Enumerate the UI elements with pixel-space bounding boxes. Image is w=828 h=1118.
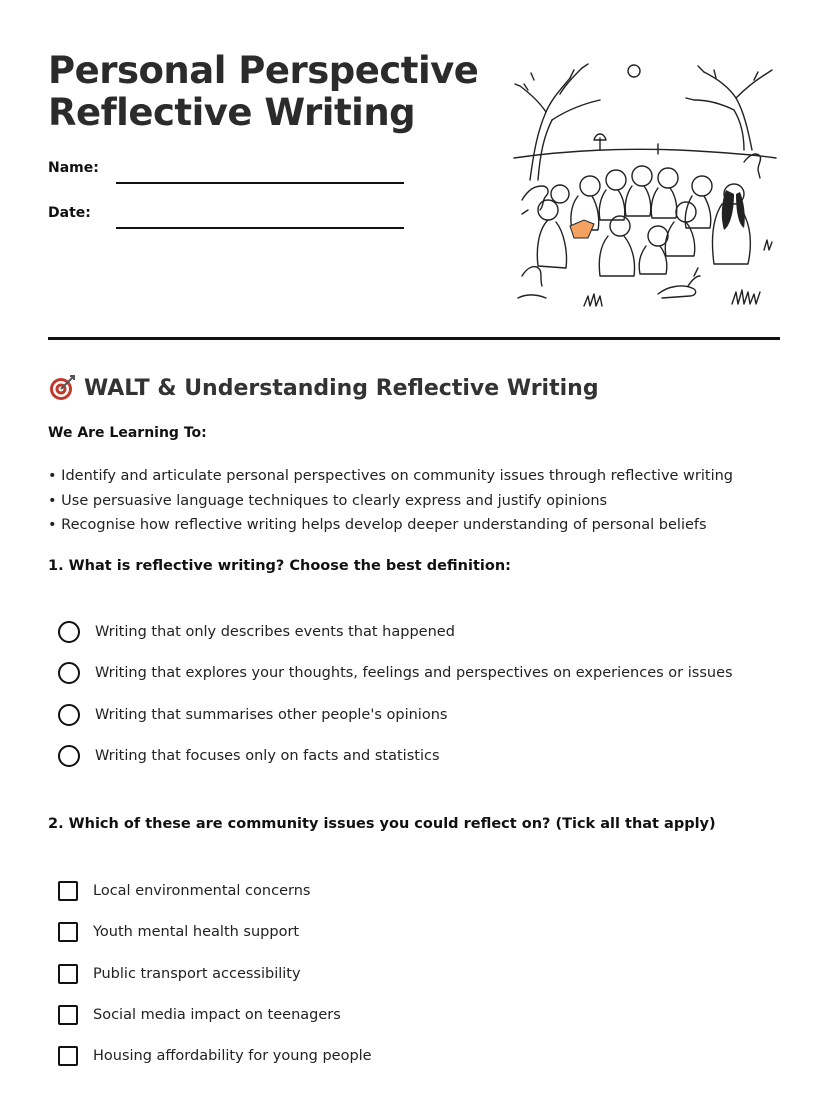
question-1-prompt: 1. What is reflective writing? Choose the best definition: bbox=[48, 558, 511, 574]
checkbox[interactable] bbox=[58, 881, 78, 901]
date-line[interactable] bbox=[116, 227, 404, 229]
question-2-prompt: 2. Which of these are community issues you could reflect on? (Tick all that apply) bbox=[48, 816, 716, 832]
question-2-option-2[interactable] bbox=[58, 920, 299, 944]
date-label: Date: bbox=[48, 205, 91, 221]
children-circle-illustration bbox=[508, 50, 780, 314]
name-field[interactable] bbox=[48, 160, 408, 190]
radio-button[interactable] bbox=[58, 621, 80, 643]
option-label: Writing that explores your thoughts, feelings and perspectives on experiences or issues bbox=[95, 665, 733, 681]
list-item: • Use persuasive language techniques to clearly express and justify opinions bbox=[48, 489, 733, 514]
checkbox[interactable] bbox=[58, 922, 78, 942]
checkbox[interactable] bbox=[58, 1005, 78, 1025]
list-item: • Recognise how reflective writing helps develop deeper understanding of personal beliefs bbox=[48, 513, 733, 538]
learning-objectives-list bbox=[48, 464, 733, 538]
option-label: Youth mental health support bbox=[93, 924, 300, 940]
walt-section-title bbox=[48, 374, 599, 402]
option-label: Local environmental concerns bbox=[93, 883, 311, 899]
question-1-option-3[interactable] bbox=[58, 703, 447, 727]
option-label: Writing that summarises other people's opinions bbox=[95, 707, 448, 723]
radio-button[interactable] bbox=[58, 745, 80, 767]
option-label: Public transport accessibility bbox=[93, 966, 301, 982]
radio-button[interactable] bbox=[58, 704, 80, 726]
question-1-option-2[interactable] bbox=[58, 661, 733, 685]
radio-button[interactable] bbox=[58, 662, 80, 684]
target-icon bbox=[48, 374, 76, 402]
option-label: Writing that focuses only on facts and statistics bbox=[95, 748, 440, 764]
walt-section-title-text: WALT & Understanding Reflective Writing bbox=[84, 375, 599, 401]
question-2-option-5[interactable] bbox=[58, 1044, 372, 1068]
list-item: • Identify and articulate personal perspectives on community issues through reflective writing bbox=[48, 464, 733, 489]
name-label: Name: bbox=[48, 160, 99, 176]
date-field[interactable] bbox=[48, 205, 408, 235]
option-label: Writing that only describes events that happened bbox=[95, 624, 455, 640]
checkbox[interactable] bbox=[58, 964, 78, 984]
header-divider bbox=[48, 337, 780, 340]
walt-heading: We Are Learning To: bbox=[48, 425, 207, 441]
question-1-option-1[interactable] bbox=[58, 620, 455, 644]
question-2-option-3[interactable] bbox=[58, 962, 301, 986]
question-1-option-4[interactable] bbox=[58, 744, 440, 768]
option-label: Social media impact on teenagers bbox=[93, 1007, 341, 1023]
question-2-option-4[interactable] bbox=[58, 1003, 341, 1027]
question-2-option-1[interactable] bbox=[58, 879, 310, 903]
name-line[interactable] bbox=[116, 182, 404, 184]
option-label: Housing affordability for young people bbox=[93, 1048, 372, 1064]
worksheet-title: Personal Perspective Reflective Writing bbox=[48, 49, 479, 134]
checkbox[interactable] bbox=[58, 1046, 78, 1066]
